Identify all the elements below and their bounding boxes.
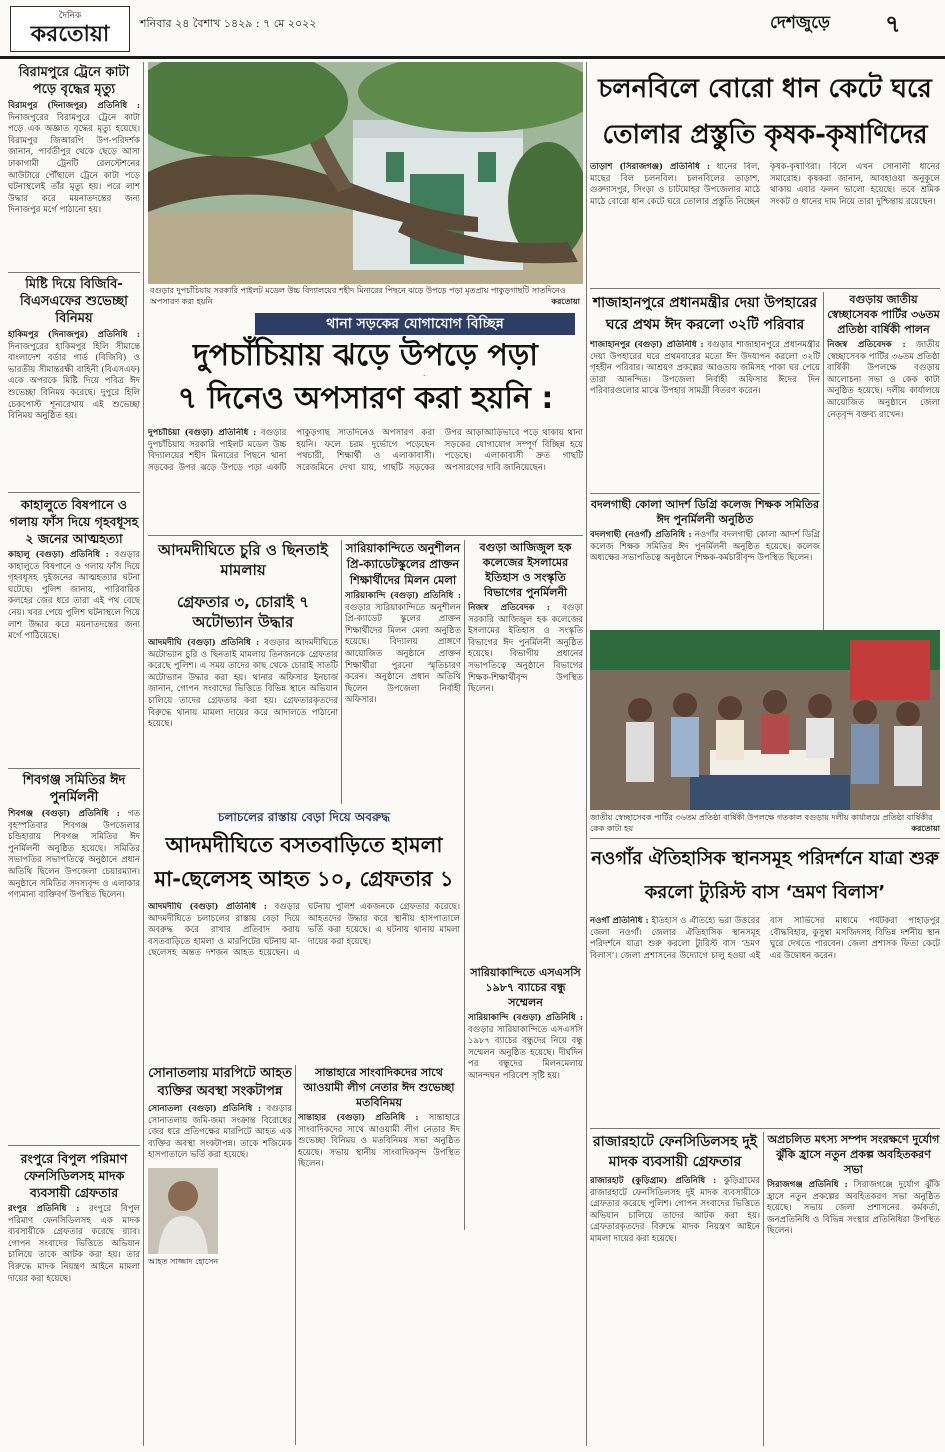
story-sscbatch	[468, 965, 583, 1445]
headline: কাহালুতে বিষপানে ও গলায় ফাঁস দিয়ে গৃহবধূসহ ২ জনের আত্মহত্যা	[9, 497, 139, 546]
byline: সোনাতলা (বগুড়া) প্রতিনিধি :	[148, 1104, 262, 1114]
headline: রংপুরে বিপুল পরিমাণ ফেনসিডিলসহ মাদক ব্যবসায়ী গ্রেফতার	[20, 1151, 128, 1200]
tree-photo-caption	[150, 285, 580, 311]
tourist-story-body	[590, 916, 940, 1126]
byline: নিজস্ব প্রতিবেদক :	[468, 603, 550, 613]
byline: সারিয়াকান্দি (বগুড়া) প্রতিনিধি :	[345, 591, 461, 601]
body-text: বগুড়ার সারিয়াকান্দিতে অনুশীলন প্রি-ক্যাডেট স্কুলের প্রাক্তন শিক্ষার্থীদের মিলন মেলা অনুষ্ঠিত হয়েছে। বিদ্যালয় প্রাঙ্গণে আয়োজিত অনুষ্ঠানে প্রাক্তন শিক্ষার্থীরা পুরনো স্মৃতিচারণ করেন। অনুষ্ঠানে প্রধান অতিথি ছিলেন উপজেলা নির্বাহী অফিসার।	[345, 602, 461, 706]
body-text: গত বৃহস্পতিবার শিবগঞ্জ উপজেলার চন্ডিহারায় শিবগঞ্জ সমিতির ঈদ পুনর্মিলনী অনুষ্ঠিত হয়েছে। সমিতির সভাপতির সভাপতিত্বে অনুষ্ঠানে প্রধান অতিথি ছিলেন উপজেলা চেয়ারম্যান। অনুষ্ঠানে সমিতির সদস্যবৃন্দ ও এলাকার গণ্যমান্য ব্যক্তিবর্গ উপস্থিত ছিলেন।	[8, 809, 140, 901]
headline: সান্তাহারে সাংবাদিকদের সাথে আওয়ামী লীগ নেতার ঈদ শুভেচ্ছা মতবিনিময়	[303, 1066, 455, 1109]
main-story-body	[148, 428, 583, 530]
byline: শিবগঞ্জ (বগুড়া) প্রতিনিধি :	[8, 809, 120, 819]
body-text: সিরাজগঞ্জে দুর্যোগ ঝুঁকি হ্রাসে নতুন প্রকল্পের অবহিতকরণ সভা অনুষ্ঠিত হয়েছে। সভায় জেলা প্রশাসনের কর্মকর্তা, জনপ্রতিনিধি ও বিভিন্ন সংস্থার প্রতিনিধিরা উপস্থিত ছিলেন।	[767, 1180, 940, 1237]
byline: সিরাজগঞ্জ প্রতিনিধি :	[767, 1180, 848, 1190]
headline: শিবগঞ্জ সমিতির ঈদ পুনর্মিলনী	[22, 773, 126, 805]
harvest-headline-line1: চলনবিলে বোরো ধান কেটে ঘরে	[598, 74, 932, 104]
subheadline: গ্রেফতার ৩, চোরাই ৭ অটোভ্যান উদ্ধার	[177, 593, 309, 631]
story-body	[148, 1104, 292, 1162]
divider	[8, 768, 140, 769]
byline: নিজস্ব প্রতিবেদক :	[827, 340, 906, 350]
story-body	[298, 1113, 460, 1171]
body-text: বগুড়া সরকারি আজিজুল হক কলেজের ইসলামের ইতিহাস ও সংস্কৃতি বিভাগের ঈদ পুনর্মিলনী অনুষ্ঠিত হয়েছে। বিভাগীয় প্রধানের সভাপতিত্বে অনুষ্ঠানে বিভাগের শিক্ষক-শিক্ষার্থীবৃন্দ উপস্থিত ছিলেন।	[468, 603, 583, 695]
story-college	[468, 540, 583, 960]
story-reunion	[345, 540, 461, 840]
story-shibganj	[8, 772, 140, 1142]
logo-small-text: দৈনিক	[58, 11, 82, 21]
jubo-photo	[590, 630, 940, 810]
housing-story-body	[590, 340, 820, 490]
story-body	[8, 550, 140, 643]
headline: বদলগাছী কোলা আদর্শ ডিগ্রি কলেজ শিক্ষক সমিতির ঈদ পুনর্মিলনী অনুষ্ঠিত	[590, 498, 820, 526]
body-text: দিনাজপুরের বিরামপুরে ট্রেনে কাটা পড়ে এক অজ্ঞাত বৃদ্ধের মৃত্যু হয়েছে। বিরামপুর জিআরপি উপ-পরিদর্শক জানান, পার্বতীপুর থেকে ছেড়ে আসা ঢাকাগামী ট্রেনটি রেলস্টেশনের আউটারে পৌঁছালে ট্রেনে কাটা পড়ে ঘটনাস্থলেই তাঁর মৃত্যু হয়। পরে লাশ উদ্ধার করে ময়নাতদন্তের জন্য দিনাজপুর মর্গে পাঠানো হয়।	[8, 112, 140, 216]
byline: সারিয়াকান্দি (বগুড়া) প্রতিনিধি :	[468, 1013, 583, 1023]
tree-photo	[148, 62, 583, 284]
body-text: বগুড়ার আদমদীঘিতে অটোভ্যান চুরি ও ছিনতাই মামলায় তিনজনকে গ্রেফতার করেছে পুলিশ। এ সময় তাদের কাছ থেকে চোরাই সাতটি অটোভ্যান উদ্ধার করা হয়। থানার অফিসার ইনচার্জ জানান, গোপন সংবাদের ভিত্তিতে বিভিন্ন স্থানে অভিযান চালিয়ে তাদের গ্রেফতার করা হয়। গ্রেফতারকৃতদের বিরুদ্ধে থানায় মামলা দায়ের করে আদালতে পাঠানো হয়েছে।	[148, 638, 338, 730]
main-headline-line2: ৭ দিনেও অপসারণ করা হয়নি :	[177, 381, 554, 416]
byline: শাজাহানপুর (বগুড়া) প্রতিনিধি :	[590, 340, 704, 350]
story-rajarhat	[590, 1132, 760, 1446]
newspaper-logo	[10, 6, 130, 52]
column-rule	[143, 62, 144, 1446]
date-line: শনিবার ২৪ বৈশাখ ১৪২৯ : ৭ মে ২০২২	[140, 17, 317, 30]
caption-text: বগুড়ার দুপচাঁচিয়ায় সরকারি পাইলট মডেল উচ্চ বিদ্যালয়ের শহীদ মিনারের পিছনে ঝড়ে উপড়ে পড়া মৃতপ্রায় পাকুড়গাছটি সাতদিনেও অপসারণ করা হয়নি	[150, 286, 566, 306]
story-death	[8, 496, 140, 766]
byline: সান্তাহার (বগুড়া) প্রতিনিধি :	[298, 1113, 419, 1123]
headline: বিরামপুরে ট্রেনে কাটা পড়ে বৃদ্ধের মৃত্যু	[18, 65, 130, 97]
story-body	[767, 1180, 940, 1238]
body-text: বগুড়ার সারিয়াকান্দিতে এসএসসি ১৯৮৭ ব্যাচের বন্ধুদের নিয়ে বন্ধু সম্মেলন অনুষ্ঠিত হয়েছে। দীর্ঘদিন পর বন্ধুদের মিলনমেলায় আনন্দঘন পরিবেশ সৃষ্টি হয়।	[468, 1024, 583, 1081]
column-rule	[464, 540, 465, 1230]
body-text: বগুড়ার সোনাতলায় জমি-জমা সংক্রান্ত বিরোধের জের ধরে প্রতিপক্ষের মারপিটে আহত এক ব্যক্তির অবস্থা সংকটাপন্ন। তাকে শজিমেক হাসপাতালে ভর্তি করা হয়েছে।	[148, 1104, 292, 1161]
caption-text: জাতীয় স্বেচ্ছাসেবক পার্টির ৩৬তম প্রতিষ্ঠা বার্ষিকী উপলক্ষে গতকাল বগুড়ায় দলীয় কার্যালয়ে প্রতিষ্ঠা বার্ষিকীর কেক কাটা হয়	[590, 813, 933, 833]
column-rule	[586, 62, 587, 1446]
byline: আদমদীঘি (বগুড়া) প্রতিনিধি :	[148, 902, 267, 912]
headline: সারিয়াকান্দিতে অনুশীলন প্রি-ক্যাডেটস্কুলের প্রাক্তন শিক্ষার্থীদের মিলন মেলা	[345, 541, 461, 587]
body-text: কুড়িগ্রামের রাজারহাটে ফেনসিডিলসহ দুই মাদক ব্যবসায়ীকে গ্রেফতার করেছে পুলিশ। গোপন সংবাদের ভিত্তিতে অভিযান চালিয়ে তাদের আটক করা হয়। গ্রেফতারকৃতদের বিরুদ্ধে মাদক নিয়ন্ত্রণ আইনে মামলা দায়ের করা হয়েছে।	[590, 1176, 760, 1244]
attack-headline-line1: আদমদীঘিতে বসতবাড়িতে হামলা	[165, 833, 443, 857]
headline: রাজারহাটে ফেনসিডিলসহ দুই মাদক ব্যবসায়ী গ্রেফতার	[593, 1134, 757, 1170]
body-text: বগুড়ার শাজাহানপুরে প্রধানমন্ত্রীর দেয়া উপহারের ঘরে প্রথমবারের মতো ঈদ উদযাপন করলো ৩২টি গৃহহীন পরিবার। আশ্রয়ণ প্রকল্পের আওতায় জমিসহ পাকা ঘর পেয়ে তারা আনন্দিত। উপজেলা নির্বাহী অফিসার ঈদের দিন পরিবারগুলোর মাঝে উপহার সামগ্রী বিতরণ করেন।	[590, 340, 820, 397]
story-sirajganj	[767, 1132, 940, 1446]
story-sweets	[8, 276, 140, 490]
headline: অপ্রচলিত মৎস্য সম্পদ সংরক্ষণে দুর্যোগ ঝুঁকি হ্রাসে নতুন প্রকল্প অবহিতকরণ সভা	[767, 1133, 940, 1176]
body-text: বগুড়ার দুপচাঁচিয়ায় সরকারি পাইলট মডেল উচ্চ বিদ্যালয়ের শহীদ মিনারের পিছনে থানা সড়কের উপর ঝড়ে উপড়ে পড়া একটি পাকুড়গাছ সাতদিনেও অপসারণ করা হয়নি। ফলে চরম দুর্ভোগে পড়েছেন পথচারী, শিক্ষার্থী ও এলাকাবাসী। সরেজমিনে দেখা যায়, গাছটি সড়কের উপর আড়াআড়িভাবে পড়ে থাকায় থানা সড়কের যোগাযোগ সম্পূর্ণ বিচ্ছিন্ন হয়ে পড়েছে। এলাকাবাসী দ্রুত গাছটি অপসারণের দাবি জানিয়েছেন।	[148, 428, 583, 473]
headline: বগুড়ায় জাতীয় স্বেচ্ছাসেবক পার্টির ৩৬তম প্রতিষ্ঠা বার্ষিকী পালন	[827, 293, 940, 336]
injured-person-photo	[148, 1168, 218, 1254]
fallen-tree-image	[148, 62, 583, 284]
byline: রাজারহাট (কুড়িগ্রাম) প্রতিনিধি :	[590, 1176, 717, 1186]
story-body	[468, 1013, 583, 1083]
divider	[148, 535, 583, 536]
page-number: ৭	[885, 9, 901, 38]
photo-caption: আহত সাজ্জাদ হোসেন	[148, 1256, 219, 1266]
body-text: ইতিহাস ও ঐতিহ্যে ভরা উত্তরের জেলা নওগাঁ। জেলার ঐতিহাসিক স্থানসমূহ পরিদর্শনে যাত্রা শুরু করলো ট্যুরিস্ট বাস ‘ভ্রমণ বিলাস’। জেলা প্রশাসনের উদ্যোগে চালু হওয়া এই বাস সার্ভিসের মাধ্যমে পর্যটকরা পাহাড়পুর বৌদ্ধবিহার, কুসুম্বা মসজিদসহ বিভিন্ন দর্শনীয় স্থান ঘুরে দেখতে পারবেন। জেলা প্রশাসক ফিতা কেটে এর উদ্বোধন করেন।	[590, 916, 940, 961]
cake-cutting-image	[590, 630, 940, 810]
byline: নওগাঁ প্রতিনিধি :	[590, 916, 649, 926]
story-body	[590, 1176, 760, 1246]
body-text: ধানের বিল, মাছের বিল চলনবিল। চলনবিলের তাড়াশ, গুরুদাসপুর, সিংড়া ও চাটমোহর উপজেলার মাঠে মাঠে বোরো ধান কেটে ঘরে তোলার প্রস্তুতি নিচ্ছেন কৃষক-কৃষাণিরা। বিলে এখন সোনালী ধানের সমারোহ। কৃষকরা জানান, আবহাওয়া অনুকূলে থাকায় এবার ফলন ভালো হয়েছে। তবে শ্রমিক সংকট ও ধানের দাম নিয়ে তারা দুশ্চিন্তায় রয়েছেন।	[590, 162, 940, 207]
story-body	[8, 809, 140, 902]
story-body	[8, 1204, 140, 1285]
byline: বিরামপুর (দিনাজপুর) প্রতিনিধি :	[8, 101, 140, 111]
headline: সোনাতলায় মারপিটে আহত ব্যক্তির অবস্থা সংকটাপন্ন	[148, 1066, 292, 1099]
story-body	[827, 340, 940, 421]
section-name: দেশজুড়ে	[770, 13, 831, 33]
story-body	[345, 591, 461, 707]
story-rangpur	[8, 1150, 140, 1446]
story-body	[468, 603, 583, 696]
housing-headline-line1: শাজাহানপুরে প্রধানমন্ত্রীর দেয়া উপহারের	[592, 295, 818, 311]
headline: বগুড়া আজিজুল হক কলেজের ইসলামের ইতিহাস ও সংস্কৃতি বিভাগের পুনর্মিলনী	[479, 541, 572, 599]
column-rule	[341, 540, 342, 804]
divider	[590, 1128, 940, 1129]
divider	[590, 838, 940, 839]
tourist-headline-line2: করলো ট্যুরিস্ট বাস ‘ভ্রমণ বিলাস’	[644, 882, 886, 903]
byline: দুপচাঁচিয়া (বগুড়া) প্রতিনিধি :	[148, 428, 257, 438]
story-body	[148, 638, 338, 731]
byline: কাহালু (বগুড়া) প্রতিনিধি :	[8, 550, 109, 560]
byline: তাড়াশ (সিরাজগঞ্জ) প্রতিনিধি :	[590, 162, 710, 172]
attack-kicker: চলাচলের রাস্তায় বেড়া দিয়ে অবরুদ্ধ	[217, 810, 390, 824]
divider	[8, 1145, 140, 1146]
story-robbery	[148, 540, 338, 804]
attack-story-body	[148, 902, 460, 1062]
photo-credit: করতোয়া	[911, 823, 940, 833]
story-awami	[298, 1065, 460, 1445]
divider	[590, 493, 820, 494]
story-teachers	[590, 497, 820, 625]
body-text: বগুড়ার কাহালুতে বিষপানে ও গলায় ফাঁস দিয়ে গৃহবধূসহ দুইজনের আত্মহত্যার ঘটনা ঘটেছে। পুলিশ জানায়, পারিবারিক কলহের জের ধরে তারা এই পথ বেছে নেয়। খবর পেয়ে পুলিশ ঘটনাস্থলে গিয়ে লাশ উদ্ধার করে ময়নাতদন্তের জন্য মর্গে পাঠিয়েছে।	[8, 550, 140, 642]
body-text: রংপুরে বিপুল পরিমাণ ফেনসিডিলসহ এক মাদক ব্যবসায়ীকে গ্রেফতার করেছে র‌্যাব। গোপন সংবাদের ভিত্তিতে অভিযান চালিয়ে তাকে আটক করা হয়। তার বিরুদ্ধে মাদক নিয়ন্ত্রণ আইনে মামলা দায়ের করা হয়েছে।	[8, 1204, 140, 1284]
column-rule	[763, 1132, 764, 1446]
byline: আদমদীঘি (বগুড়া) প্রতিনিধি :	[148, 638, 260, 648]
divider	[8, 492, 140, 493]
byline: রংপুর প্রতিনিধি :	[8, 1204, 80, 1214]
person-image	[148, 1168, 218, 1254]
headline: মিষ্টি দিয়ে বিজিবি-বিএসএফের শুভেচ্ছা বিনিময়	[20, 277, 128, 326]
body-text: বগুড়ার আদমদীঘিতে চলাচলের রাস্তায় বেড়া দিয়ে অবরুদ্ধ করে রাখার প্রতিবাদ করায় বসতবাড়িতে হামলা ও মারপিটের ঘটনায় মা-ছেলেসহ অন্তত দশজন আহত হয়েছেন। এ ঘটনায় পুলিশ একজনকে গ্রেফতার করেছে। আহতদের উদ্ধার করে স্থানীয় হাসপাতালে ভর্তি করা হয়েছে। এ ঘটনায় থানায় মামলা দায়ের করা হয়েছে।	[148, 902, 460, 959]
column-rule	[295, 1065, 296, 1445]
byline: বদলগাছী (নওগাঁ) প্রতিনিধি :	[590, 530, 692, 540]
body-text: নওগাঁর বদলগাছী কোলা আদর্শ ডিগ্রি কলেজ শিক্ষক সমিতির ঈদ পুনর্মিলনী অনুষ্ঠিত হয়েছে। কলেজ অধ্যক্ষের সভাপতিত্বে অনুষ্ঠানে শিক্ষক-কর্মচারীবৃন্দ উপস্থিত ছিলেন।	[590, 530, 820, 564]
story-body	[8, 330, 140, 423]
byline: হাকিমপুর (দিনাজপুর) প্রতিনিধি :	[8, 330, 140, 340]
story-sonatola	[148, 1065, 292, 1445]
story-body	[590, 530, 820, 565]
housing-headline-line2: ঘরে প্রথম ঈদ করলো ৩২টি পরিবার	[605, 317, 805, 333]
story-body	[8, 101, 140, 217]
headline: সারিয়াকান্দিতে এসএসসি ১৯৮৭ ব্যাচের বন্ধু সম্মেলন	[470, 966, 581, 1009]
divider	[8, 272, 140, 273]
body-text: সান্তাহারে সাংবাদিকদের সাথে আওয়ামী লীগ নেতার ঈদ শুভেচ্ছা বিনিময় ও মতবিনিময় সভা অনুষ্ঠিত হয়েছে। সভায় স্থানীয় সাংবাদিকবৃন্দ উপস্থিত ছিলেন।	[298, 1113, 460, 1170]
masthead	[0, 0, 945, 58]
main-kicker: থানা সড়কের যোগাযোগ বিচ্ছিন্ন	[255, 313, 575, 335]
story-train	[8, 64, 140, 270]
divider	[590, 288, 940, 289]
main-headline-line1: দুপচাঁচিয়ায় ঝড়ে উপড়ে পড়া	[192, 338, 539, 373]
harvest-story-body	[590, 162, 940, 284]
body-text: দিনাজপুরের হাকিমপুর হিলি সীমান্তে বাংলাদেশ বর্ডার গার্ড (বিজিবি) ও ভারতীয় সীমান্তরক্ষী বাহিনী (বিএসএফ) একে অপরকে মিষ্টি দিয়ে পবিত্র ঈদ শুভেচ্ছা বিনিময় করেছে। দুপুরে হিলি চেকপোস্ট শূন্যরেখায় এই শুভেচ্ছা বিনিময় অনুষ্ঠিত হয়।	[8, 341, 140, 422]
tourist-headline-line1: নওগাঁর ঐতিহাসিক স্থানসমূহ পরিদর্শনে যাত্রা শুরু	[591, 848, 939, 869]
headline: আদমদীঘিতে চুরি ও ছিনতাই মামলায়	[158, 541, 328, 579]
logo-name: করতোয়া	[30, 22, 110, 47]
masthead-rule	[0, 56, 945, 59]
attack-headline-line2: মা-ছেলেসহ আহত ১০, গ্রেফতার ১	[154, 867, 454, 891]
harvest-headline-line2: তোলার প্রস্তুতি কৃষক-কৃষাণিদের	[602, 120, 928, 150]
jubo-photo-caption	[590, 812, 940, 836]
body-text: জাতীয় স্বেচ্ছাসেবক পার্টির ৩৬তম প্রতিষ্ঠা বার্ষিকী উপলক্ষে বগুড়ায় আলোচনা সভা ও কেক কাটা অনুষ্ঠিত হয়েছে। দলীয় কার্যালয়ে আয়োজিত অনুষ্ঠানে জেলা নেতৃবৃন্দ বক্তব্য রাখেন।	[827, 340, 940, 420]
photo-credit: করতোয়া	[551, 296, 580, 306]
